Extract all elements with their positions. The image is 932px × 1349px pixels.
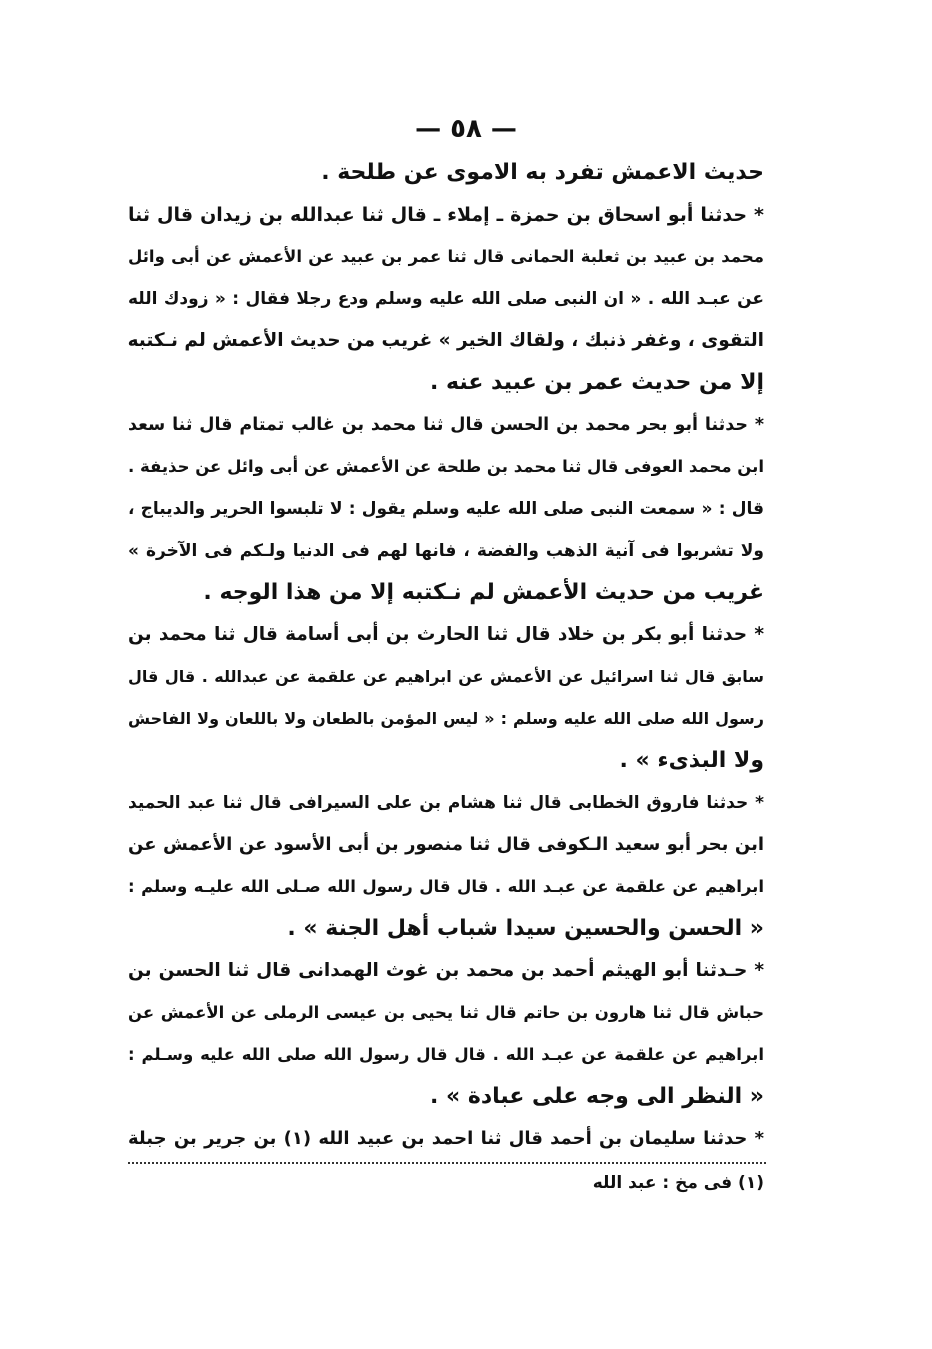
footnote: (١) فى مخ : عبد الله (592, 1173, 764, 1193)
text-line: * حدثنا سليمان بن أحمد قال ثنا احمد بن عبيد الله (١) بن جرير بن جبلة (128, 1128, 764, 1149)
text-line: محمد بن عبيد بن ثعلبة الحمانى قال ثنا عمر بن عبيد عن الأعمش عن أبى وائل (128, 247, 764, 266)
text-line: ابن بحر أبو سعيد الـكوفى قال ثنا منصور بن أبى الأسود عن الأعمش عن (128, 834, 764, 855)
page-number: — ٥٨ — (415, 114, 517, 144)
footnote-separator (128, 1162, 766, 1164)
text-line: « النظر الى وجه على عبادة » . (429, 1084, 764, 1109)
text-line: غريب من حديث الأعمش لم نـكتبه إلا من هذا الوجه . (203, 580, 764, 605)
text-line: ابراهيم عن علقمة عن عبـد الله . قال قال رسول الله صلى الله عليه وسـلم : (128, 1045, 764, 1064)
text-line: سابق قال ثنا اسرائيل عن الأعمش عن ابراهيم عن علقمة عن عبدالله . قال قال (128, 667, 764, 686)
text-line: « الحسن والحسين سيدا شباب أهل الجنة » . (287, 916, 764, 941)
body-text (128, 152, 764, 1160)
text-line: ابن محمد العوفى قال ثنا محمد بن طلحة عن الأعمش عن أبى وائل عن حذيفة . (128, 457, 764, 476)
text-line: عن عبـد الله . « ان النبى صلى الله عليه وسلم ودع رجلا فقال : « زودك الله (128, 289, 764, 309)
text-line: * حدثنا أبو بحر محمد بن الحسن قال ثنا محمد بن غالب تمتام قال ثنا سعد (128, 415, 764, 435)
text-line: حديث الاعمش تفرد به الاموى عن طلحة . (321, 160, 764, 185)
text-line: ولا تشربوا فى آنية الذهب والفضة ، فانها لهم فى الدنيا ولـكم فى الآخرة » (128, 541, 764, 561)
text-line: * حدثنا أبو اسحاق بن حمزة ـ إملاء ـ قال ثنا عبدالله بن زيدان قال ثنا (128, 204, 764, 226)
text-line: * حدثنا أبو بكر بن خلاد قال ثنا الحارث بن أبى أسامة قال ثنا محمد بن (128, 624, 764, 645)
text-line: * حدثنا فاروق الخطابى قال ثنا هشام بن على السيرافى قال ثنا عبد الحميد (128, 793, 764, 813)
text-line: رسول الله صلى الله عليه وسلم : « ليس المؤمن بالطعان ولا باللعان ولا الفاحش (128, 709, 764, 728)
text-line: إلا من حديث عمر بن عبيد عنه . (430, 370, 764, 395)
text-line: حباش قال ثنا هارون بن حاتم قال ثنا يحيى بن عيسى الرملى عن الأعمش عن (128, 1003, 764, 1022)
text-line: ابراهيم عن علقمة عن عبـد الله . قال قال رسول الله صـلى الله عليـه وسلم : (128, 877, 764, 896)
text-line: ولا البذىء » . (619, 748, 764, 773)
text-line: * حـدثنا أبو الهيثم أحمد بن محمد بن غوث الهمدانى قال ثنا الحسن بن (128, 960, 764, 981)
text-line: قال : « سمعت النبى صلى الله عليه وسلم يقول : لا تلبسوا الحرير والديباج ، (128, 499, 764, 519)
text-line: التقوى ، وغفر ذنبك ، ولقاك الخير » غريب من حديث الأعمش لم نـكتبه (128, 330, 764, 351)
